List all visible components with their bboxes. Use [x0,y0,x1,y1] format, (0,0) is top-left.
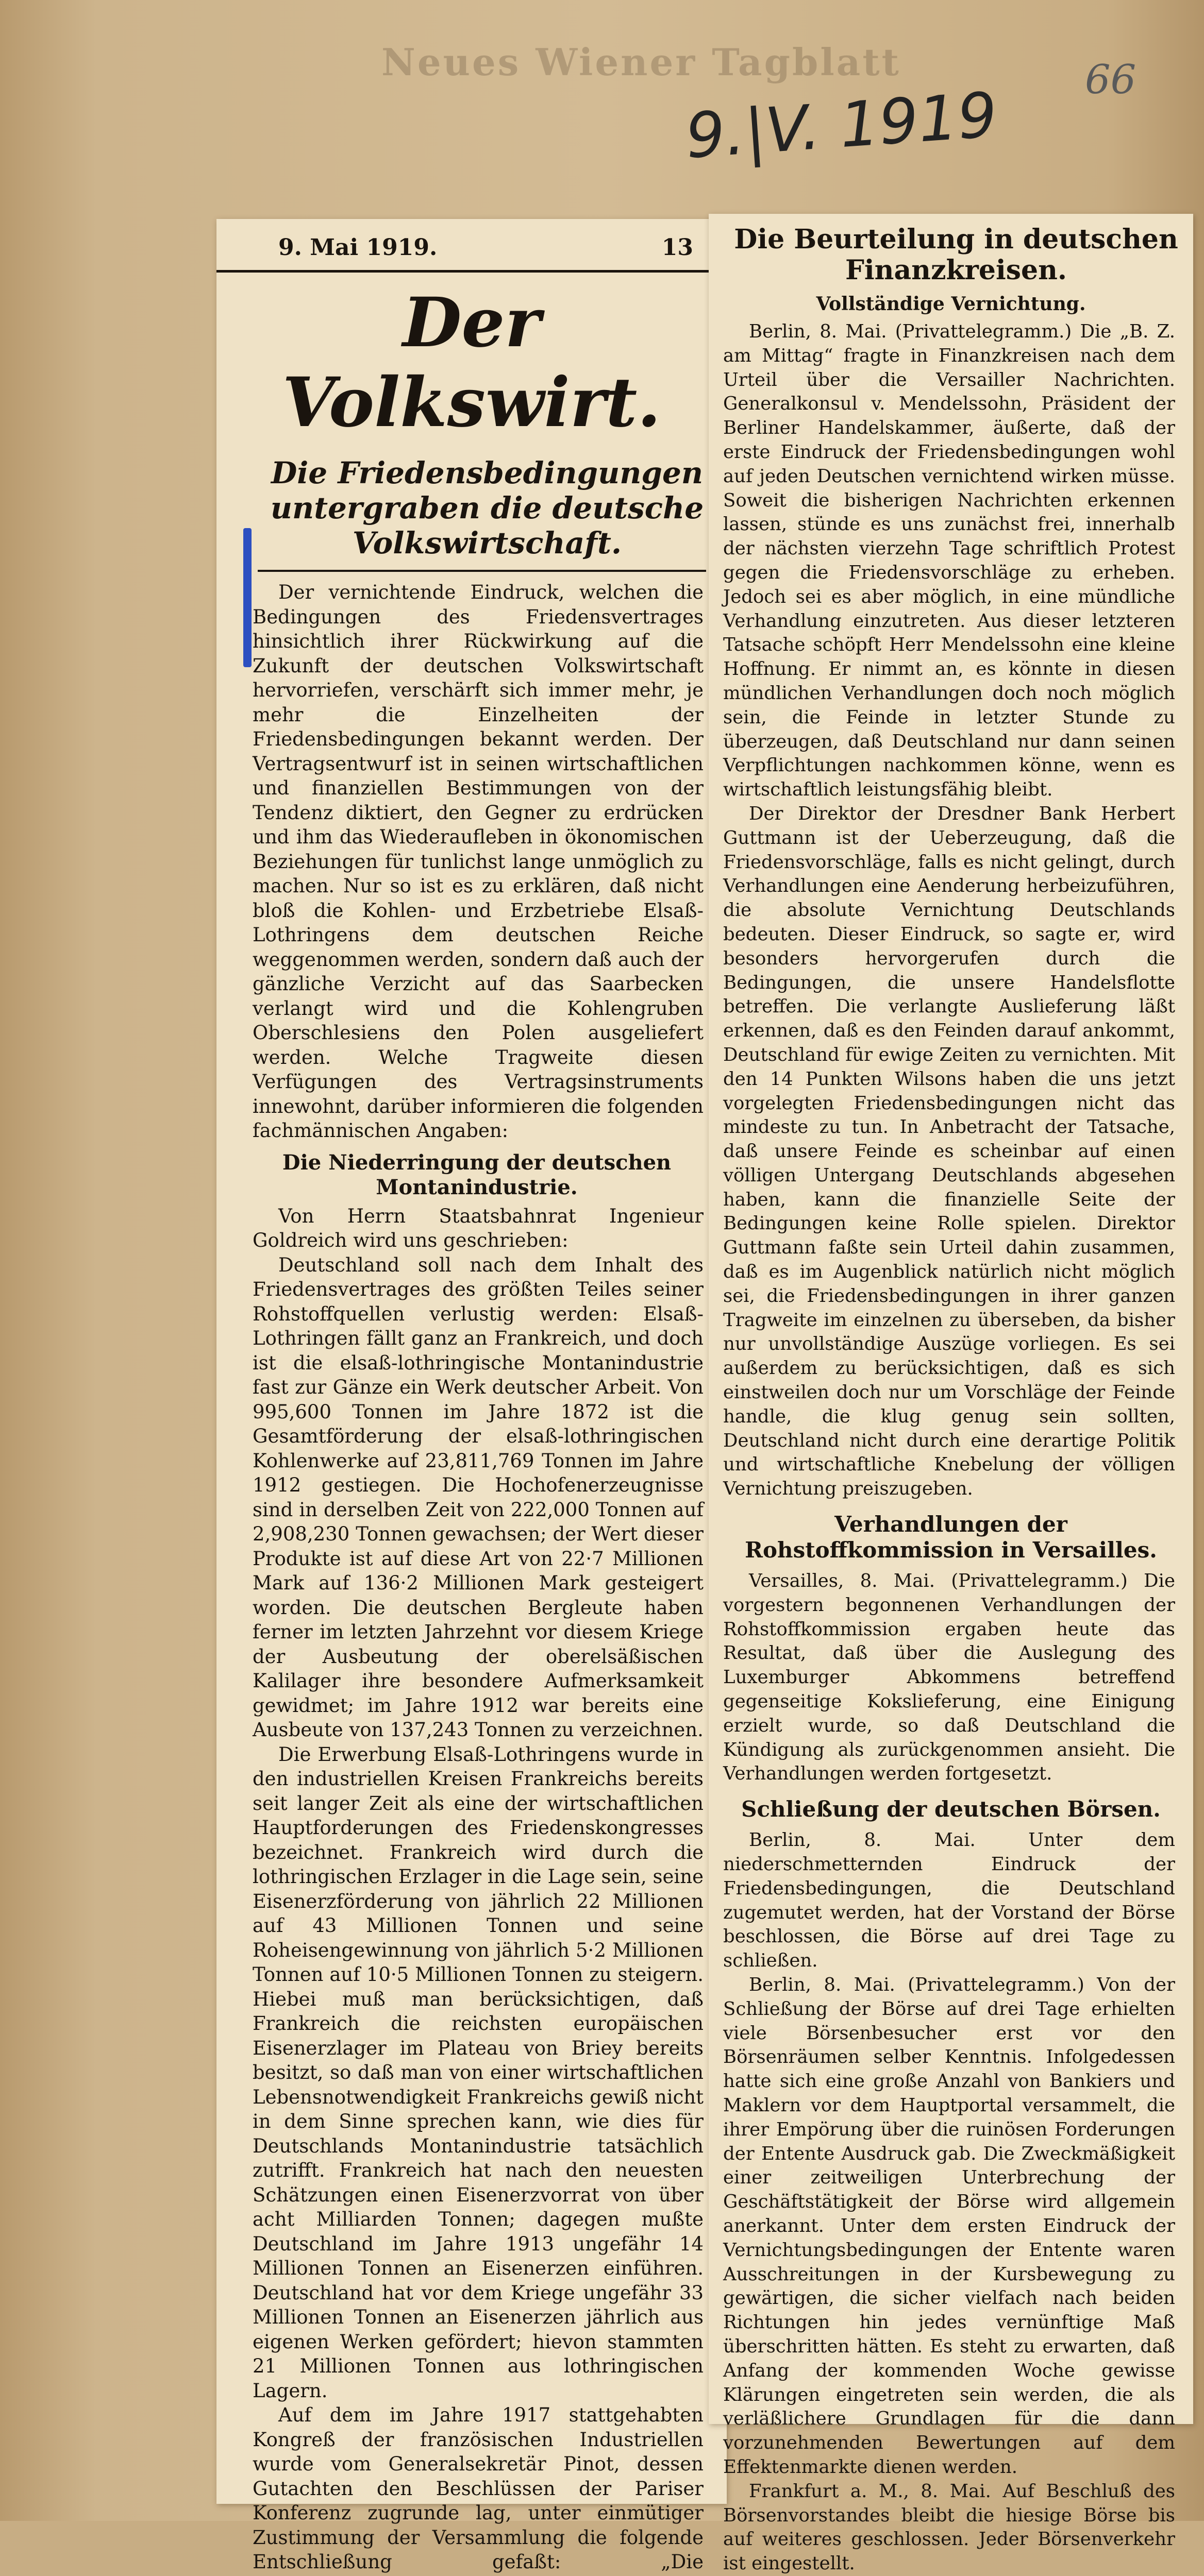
right-headline: Die Beurteilung in deutschen Finanzkreisen. [709,214,1193,290]
handwritten-date: 9.|V. 1919 [683,79,999,173]
right-clipping [709,214,1193,2424]
blue-pencil-mark [243,528,252,667]
article-body-left-2 [216,1204,727,2576]
article-body-right-3 [709,1828,1193,2576]
paragraph: Die Erwerbung Elsaß-Lothringens wurde in den industriellen Kreisen Frankreichs bereits seit langer Zeit als eine der wirtschaftlichen Hauptforderungen des Friedenskongresses bezeichnet. Frankreich wird durch die lothringischen Erzlager in die Lage sein, seine Eisenerzförderung von jährlich 22 Millionen auf 43 Millionen Tonnen und seine Roheisengewinnung von jährlich 5·2 Millionen Tonnen auf 10·5 Millionen Tonnen zu steigern. Hiebei muß man berücksichtigen, daß Frankreich die reichsten europäischen Eisenerzlager im Plateau von Briey bereits besitzt, so daß man von einer wirtschaftlichen Lebensnotwendigkeit Frankreichs gewiß nicht in dem Sinne sprechen kann, wie dies für Deutschlands Montanindustrie tatsächlich zutrifft. Frankreich hat nach den neuesten Schätzungen einen Eisenerzvorrat von über acht Milliarden Tonnen; dagegen mußte Deutschland im Jahre 1913 ungefähr 14 Millionen Tonnen an Eisenerzen einführen. Deutschland hat vor dem Kriege ungefähr 33 Millionen Tonnen an Eisenerzen jährlich aus eigenen Werken gefördert; hievon stammten 21 Millionen Tonnen aus lothringischen Lagern. [253,1742,704,2403]
section-title: Der Volkswirt. [216,283,727,443]
paragraph: Versailles, 8. Mai. (Privattelegramm.) Die vorgestern begonnenen Verhandlungen der Rohstoffkommission ergaben heute das Resultat, daß über die Auslegung des Luxemburger Abkommens betreffend gegenseitige Kokslieferung, eine Einigung erzielt wurde, so daß Deutschland die Kündigung als zurückgenommen ansieht. Die Verhandlungen werden fortgesetzt. [723,1569,1175,1786]
subsection-title: Die Niederringung der deutschen Montanindustrie. [253,1150,701,1200]
article-body-left [216,580,727,1143]
header-page-number: 13 [662,234,693,261]
subsection-title-rohstoff: Verhandlungen der Rohstoffkommission in Versailles. [724,1512,1178,1563]
left-clipping [216,219,727,2504]
intro-paragraph: Der vernichtende Eindruck, welchen die Bedingungen des Friedensvertrages hinsichtlich ihrer Rückwirkung auf die Zukunft der deutschen Volkswirtschaft hervorriefen, verschärft sich immer mehr, je mehr die Einzelheiten der Friedensbedingungen bekannt werden. Der Vertragsentwurf ist in seinen wirtschaftlichen und finanziellen Bestimmungen von der Tendenz diktiert, den Gegner zu erdrücken und ihm das Wiederaufleben in ökonomischen Beziehungen für tunlichst lange unmöglich zu machen. Nur so ist es zu erklären, daß nicht bloß die Kohlen- und Erzbetriebe Elsaß-Lothringens dem deutschen Reiche weggenommen werden, sondern daß auch der gänzliche Verzicht auf das Saarbecken verlangt wird und die Kohlengruben Oberschlesiens den Polen ausgeliefert werden. Welche Tragweite diesen Verfügungen des Vertragsinstruments innewohnt, darüber informieren die folgenden fachmännischen Angaben: [253,580,704,1143]
header-date: 9. Mai 1919. [278,234,437,261]
article-body-right [709,320,1193,1501]
handwritten-page-number: 66 [1085,57,1136,103]
paragraph: Der Direktor der Dresdner Bank Herbert Guttmann ist der Ueberzeugung, daß die Friedensvorschläge, falls es nicht gelingt, durch Verhandlungen eine Aenderung herbeizuführen, die absolute Vernichtung Deutschlands bedeuten. Dieser Eindruck, so sagte er, wird besonders hervorgerufen durch die Bedingungen, die unsere Handelsflotte betreffen. Die verlangte Auslieferung läßt erkennen, daß es den Feinden darauf ankommt, Deutschland für ewige Zeiten zu vernichten. Mit den 14 Punkten Wilsons haben die uns jetzt vorgelegten Friedensbedingungen nicht das mindeste zu tun. In Anbetracht der Tatsache, daß unsere Feinde es scheinbar auf einen völligen Untergang Deutschlands abgesehen haben, kann die finanzielle Seite der Bedingungen keine Rolle spielen. Direktor Guttmann faßte sein Urteil dahin zusammen, daß es im Augenblick natürlich nicht möglich sei, die Friedensbedingungen in ihrer ganzen Tragweite im einzelnen zu überseben, da bisher nur unvollständige Auszüge vorliegen. Es sei außerdem zu berücksichtigen, daß es sich einstweilen doch nur um Vorschläge der Feinde handle, die klug genug sein sollten, Deutschland nicht durch eine derartige Politik und wirtschaftliche Knebelung der völligen Vernichtung preiszugeben. [723,802,1175,1501]
headline-rule [258,570,706,572]
paragraph: Deutschland soll nach dem Inhalt des Friedensvertrages des größten Teiles seiner Rohstoffquellen verlustig werden: Elsaß-Lothringen fällt ganz an Frankreich, und doch ist die elsaß-lothringische Montanindustrie fast zur Gänze ein Werk deutscher Arbeit. Von 995,600 Tonnen im Jahre 1872 ist die Gesamtförderung der elsaß-lothringischen Kohlenwerke auf 23,811,769 Tonnen im Jahre 1912 gestiegen. Die Hochofenerzeugnisse sind in derselben Zeit von 222,000 Tonnen auf 2,908,230 Tonnen gewachsen; der Wert dieser Produkte ist auf diese Art von 22·7 Millionen Mark auf 136·2 Millionen Mark gesteigert worden. Die deutschen Bergleute haben ferner im letzten Jahrzehnt vor diesem Kriege der Ausbeutung der oberelsäßischen Kalilager ihre besondere Aufmerksamkeit gewidmet; im Jahre 1912 war bereits eine Ausbeute von 137,243 Tonnen zu verzeichnen. [253,1253,704,1742]
main-headline: Die Friedensbedingungen untergraben die deutsche Volkswirtschaft. [216,455,727,561]
paragraph: Auf dem im Jahre 1917 stattgehabten Kongreß der französischen Industriellen wurde vom Generalsekretär Pinot, dessen Gutachten den Beschlüssen der Pariser Konferenz zugrunde lag, unter einmütiger Zustimmung der Versammlung die folgende Entschließung gefaßt: „Die [253,2403,704,2576]
paragraph: Frankfurt a. M., 8. Mai. Auf Beschluß des Börsenvorstandes bleibt die hiesige Börse bis auf weiteres geschlossen. Jeder Börsenverkehr ist eingestellt. [723,2480,1175,2576]
byline: Von Herrn Staatsbahnrat Ingenieur Goldreich wird uns geschrieben: [253,1204,704,1253]
column-header [216,219,716,273]
paragraph: Berlin, 8. Mai. (Privattelegramm.) Die „B. Z. am Mittag“ fragte in Finanzkreisen nach dem Urteil über die Versailler Nachrichten. Generalkonsul v. Mendelssohn, Präsident der Berliner Handelskammer, äußerte, daß der erste Eindruck der Friedensbedingungen wohl auf jeden Deutschen vernichtend wirken müsse. Soweit die bisherigen Nachrichten erkennen lassen, stünde es uns zunächst frei, innerhalb der nächsten vierzehn Tage schriftlich Protest gegen die Friedensvorschläge zu erheben. Jedoch sei es aber möglich, in eine mündliche Verhandlung einzutreten. Aus dieser letzteren Tatsache schöpft Herr Mendelssohn eine kleine Hoffnung. Er nimmt an, es könnte in diesen mündlichen Verhandlungen doch noch möglich sein, die Feinde in letzter Stunde zu überzeugen, daß Deutschland nur dann seinen Verpflichtungen nachkommen könne, wenn es wirtschaftlich leistungsfähig bleibt. [723,320,1175,802]
article-body-right-2 [709,1569,1193,1786]
paragraph: Berlin, 8. Mai. Unter dem niederschmetternden Eindruck der Friedensbedingungen, die Deutschland zugemutet werden, hat der Vorstand der Börse beschlossen, die Börse auf drei Tage zu schließen. [723,1828,1175,1973]
paragraph: Berlin, 8. Mai. (Privattelegramm.) Von der Schließung der Börse auf drei Tage erhielten viele Börsenbesucher erst vor den Börsenräumen selber Kenntnis. Infolgedessen hatte sich eine große Anzahl von Bankiers und Maklern vor dem Hauptportal versammelt, die ihrer Empörung über die ruinösen Forderungen der Entente Ausdruck gab. Die Zweckmäßigkeit einer zeitweiligen Unterbrechung der Geschäftstätigkeit der Börse wird allgemein anerkannt. Unter dem ersten Eindruck der Vernichtungsbedingungen der Entente waren Ausschreitungen in der Kursbewegung zu gewärtigen, die sicher vielfach nach beiden Richtungen hin jedes vernünftige Maß überschritten hätten. Es steht zu erwarten, daß Anfang der kommenden Woche gewisse Klärungen eingetreten sein werden, die als verläßlichere Grundlagen für die dann vorzunehmenden Bewertungen auf dem Effektenmarkte dienen werden. [723,1973,1175,2480]
masthead-stamp: Neues Wiener Tagblatt [381,40,845,84]
subsection-title-boersen: Schließung der deutschen Börsen. [724,1797,1178,1822]
right-subhead: Vollständige Vernichtung. [709,293,1193,315]
